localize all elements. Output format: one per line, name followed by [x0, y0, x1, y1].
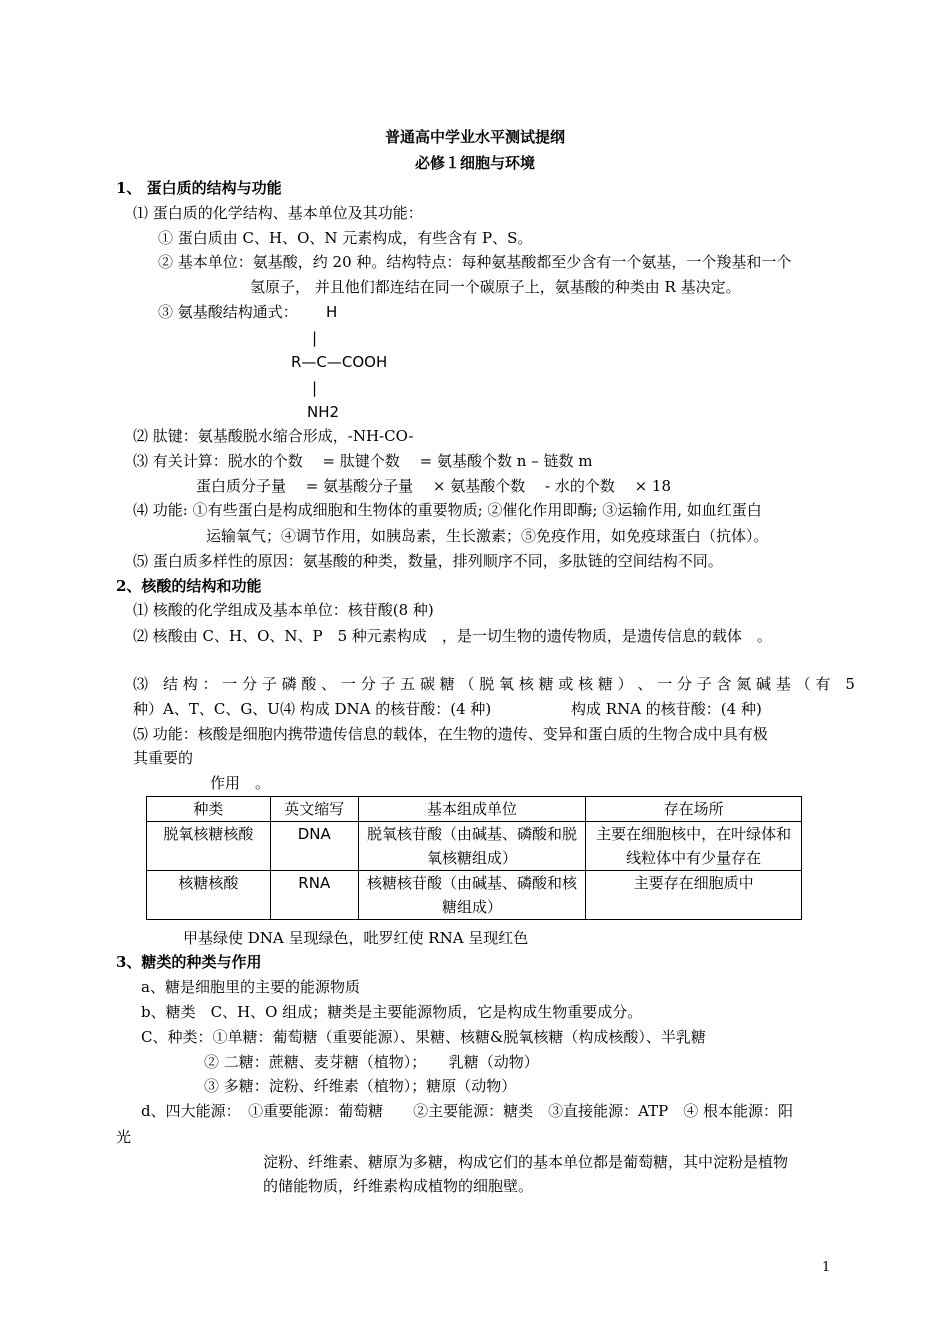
nucleic-p1: ⑴ 核酸的化学组成及基本单位：核苷酸(8 种) — [133, 601, 434, 619]
protein-p1a: ① 蛋白质由 C、H、O、N 元素构成，有些含有 P、S。 — [158, 229, 533, 247]
table-header-row — [147, 797, 802, 822]
protein-p1b-line2: 氢原子， 并且他们都连结在同一个碳原子上，氨基酸的种类由 R 基决定。 — [250, 278, 741, 296]
protein-p1c: ③ 氨基酸结构通式： — [158, 303, 298, 321]
table-header-cell: 种类 — [147, 797, 271, 822]
sugar-e-line2: 的储能物质，纤维素构成植物的细胞壁。 — [263, 1177, 534, 1195]
table-header-cell: 基本组成单位 — [358, 797, 586, 822]
sugar-c-line3: ③ 多糖：淀粉、纤维素（植物）；糖原（动物） — [204, 1077, 517, 1095]
table-header-cell: 英文缩写 — [270, 797, 358, 822]
table-cell: RNA — [270, 871, 358, 920]
nucleic-p5-line3: 作用 。 — [210, 774, 271, 792]
protein-p4-line1: ⑷ 功能: ①有些蛋白是构成细胞和生物体的重要物质; ②催化作用即酶; ③运输作用, 如血红蛋白 — [133, 501, 762, 519]
protein-p2: ⑵ 肽键：氨基酸脱水缩合形成，-NH-CO- — [133, 427, 414, 445]
table-cell: 脱氧核苷酸（由碱基、磷酸和脱氧核糖组成） — [358, 822, 586, 871]
table-row — [147, 871, 802, 920]
nucleic-p3-line1: ⑶ 结 构 ： 一 分 子 磷 酸 、 一 分 子 五 碳 糖 （ 脱 氧 核 糖 或 核 糖 ） 、 一 分 子 含 氮 碱 基 （ 有 5 — [133, 675, 855, 693]
formula-bar-top: | — [312, 329, 318, 347]
nucleic-acid-table — [146, 796, 802, 920]
formula-bar-bottom: | — [312, 379, 318, 397]
table-cell: DNA — [270, 822, 358, 871]
protein-p3-line1: ⑶ 有关计算：脱水的个数 = 肽键个数 = 氨基酸个数 n – 链数 m — [133, 452, 593, 470]
table-cell: 主要在细胞核中，在叶绿体和线粒体中有少量存在 — [586, 822, 802, 871]
sugar-d-line2: 光 — [116, 1128, 132, 1146]
formula-nh2: NH2 — [307, 403, 340, 421]
sugar-c-line1: C、种类：①单糖：葡萄糖（重要能源）、果糖、核糖&脱氧核糖（构成核酸）、半乳糖 — [141, 1028, 706, 1046]
table-cell: 主要存在细胞质中 — [586, 871, 802, 920]
protein-p1: ⑴ 蛋白质的化学结构、基本单位及其功能： — [133, 204, 423, 222]
sugar-e-line1: 淀粉、纤维素、糖原为多糖，构成它们的基本单位都是葡萄糖，其中淀粉是植物 — [263, 1153, 789, 1171]
doc-subtitle: 必修１细胞与环境 — [414, 154, 535, 172]
formula-main: R—C—COOH — [291, 353, 388, 371]
sugar-c-line2: ② 二糖：蔗糖、麦芽糖（植物）； 乳糖（动物） — [204, 1053, 539, 1071]
protein-p5: ⑸ 蛋白质多样性的原因：氨基酸的种类，数量，排列顺序不同，多肽链的空间结构不同。 — [133, 552, 723, 570]
table-header-cell: 存在场所 — [586, 797, 802, 822]
sugar-a: a、糖是细胞里的主要的能源物质 — [141, 978, 360, 996]
section-heading-protein: 1、 蛋白质的结构与功能 — [116, 179, 282, 197]
nucleic-p5-line2: 其重要的 — [133, 749, 194, 767]
table-cell: 脱氧核糖核酸 — [147, 822, 271, 871]
formula-h: H — [326, 303, 338, 321]
section-heading-nucleic-acid: 2、核酸的结构和功能 — [116, 577, 262, 595]
sugar-d-line1: d、四大能源： ①重要能源：葡萄糖 ②主要能源：糖类 ③直接能源：ATP ④ 根本能源：阳 — [141, 1102, 793, 1120]
section-heading-sugars: 3、糖类的种类与作用 — [116, 953, 262, 971]
nucleic-p2: ⑵ 核酸由 C、H、O、N、P 5 种元素构成 ，是一切生物的遗传物质，是遗传信息的载体 。 — [133, 627, 772, 645]
table-cell: 核糖核酸 — [147, 871, 271, 920]
sugar-b: b、糖类 C、H、O 组成；糖类是主要能源物质，它是构成生物重要成分。 — [141, 1003, 643, 1021]
doc-title: 普通高中学业水平测试提纲 — [384, 128, 565, 146]
table-row — [147, 822, 802, 871]
protein-p1b-line1: ② 基本单位：氨基酸，约 20 种。结构特点：每种氨基酸都至少含有一个氨基，一个羧基和一个 — [158, 253, 792, 271]
protein-p3-line2: 蛋白质分子量 = 氨基酸分子量 × 氨基酸个数 - 水的个数 × 18 — [196, 477, 672, 495]
table-cell: 核糖核苷酸（由碱基、磷酸和核糖组成） — [358, 871, 586, 920]
nucleic-p5-line1: ⑸ 功能：核酸是细胞内携带遗传信息的载体，在生物的遗传、变异和蛋白质的生物合成中具有极 — [133, 725, 768, 743]
nucleic-p3-line2: 种）A、T、C、G、U⑷ 构成 DNA 的核苷酸：(4 种) 构成 RNA 的核苷酸：(4 种) — [133, 700, 762, 718]
protein-p4-line2: 运输氧气；④调节作用，如胰岛素，生长激素；⑤免疫作用，如免疫球蛋白（抗体）。 — [206, 527, 769, 545]
page-number: 1 — [822, 1260, 831, 1275]
staining-note: 甲基绿使 DNA 呈现绿色，吡罗红使 RNA 呈现红色 — [183, 929, 529, 947]
